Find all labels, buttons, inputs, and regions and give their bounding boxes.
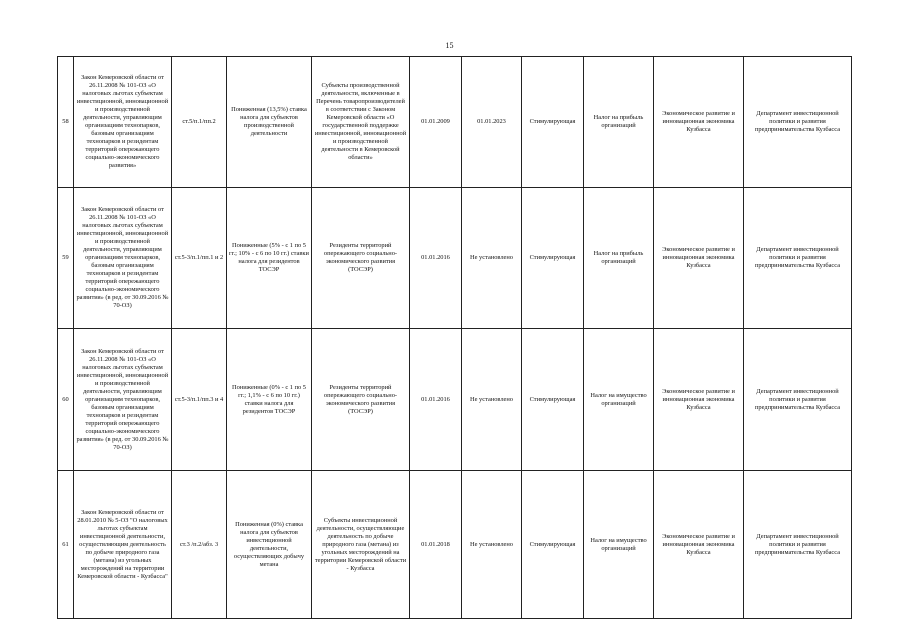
type-cell: Стимулирующая <box>522 188 584 329</box>
benefit-cell: Пониженные (0% - с 1 по 5 гг.; 1,1% - с 6 по 10 гг.) ставки налога для резидентов ТОСЭР <box>227 329 312 471</box>
end-date-cell: Не установлено <box>462 188 522 329</box>
row-number: 60 <box>58 329 74 471</box>
law-cell: Закон Кемеровской области от 26.11.2008 № 101-ОЗ «О налоговых льготах субъектам инвестиционной, инновационной и производственной деятельности, управляющим организациям технопарков, базовым организациям технопарков и резидентам территорий опережающего социально-экономического развития» (в ред. от 30.09.2016 № 70-ОЗ) <box>74 188 172 329</box>
benefit-cell: Пониженная (0%) ставка налога для субъектов инвестиционной деятельности, осуществляющих добычу метана <box>227 471 312 619</box>
benefit-cell: Пониженная (13,5%) ставка налога для субъектов производственной деятельности <box>227 57 312 188</box>
program-cell: Экономическое развитие и инновационная экономика Кузбасса <box>654 329 744 471</box>
end-date-cell: Не установлено <box>462 329 522 471</box>
benefit-cell: Пониженные (5% - с 1 по 5 гг.; 10% - с 6 по 10 гг.) ставки налога для резидентов ТОСЭР <box>227 188 312 329</box>
subjects-cell: Субъекты инвестиционной деятельности, осуществляющие деятельность по добыче природного газа (метана) из угольных месторождений на территории Кемеровской области - Кузбасса <box>312 471 410 619</box>
article-cell: ст.5/п.1/пп.2 <box>172 57 227 188</box>
type-cell: Стимулирующая <box>522 57 584 188</box>
tax-cell: Налог на имущество организаций <box>584 329 654 471</box>
curator-cell: Департамент инвестиционной политики и развития предпринимательства Кузбасса <box>744 188 852 329</box>
tax-benefits-table <box>57 56 852 619</box>
table-row <box>58 471 852 619</box>
table-row <box>58 329 852 471</box>
tax-cell: Налог на прибыль организаций <box>584 188 654 329</box>
subjects-cell: Субъекты производственной деятельности, включенные в Перечень товаропроизводителей в соответствии с Законом Кемеровской области «О государственной поддержке инвестиционной, инновационной и производственной деятельности в Кемеровской области» <box>312 57 410 188</box>
end-date-cell: 01.01.2023 <box>462 57 522 188</box>
start-date-cell: 01.01.2016 <box>410 329 462 471</box>
start-date-cell: 01.01.2016 <box>410 188 462 329</box>
article-cell: ст.3 /п.2/абз. 3 <box>172 471 227 619</box>
subjects-cell: Резиденты территорий опережающего социально-экономического развития (ТОСЭР) <box>312 329 410 471</box>
type-cell: Стимулирующая <box>522 329 584 471</box>
program-cell: Экономическое развитие и инновационная экономика Кузбасса <box>654 57 744 188</box>
law-cell: Закон Кемеровской области от 26.11.2008 № 101-ОЗ «О налоговых льготах субъектам инвестиционной, инновационной и производственной деятельности, управляющим организациям технопарков, базовым организациям технопарков и резидентам территорий опережающего социально-экономического развития» (в ред. от 30.09.2016 № 70-ОЗ) <box>74 329 172 471</box>
curator-cell: Департамент инвестиционной политики и развития предпринимательства Кузбасса <box>744 57 852 188</box>
curator-cell: Департамент инвестиционной политики и развития предпринимательства Кузбасса <box>744 471 852 619</box>
program-cell: Экономическое развитие и инновационная экономика Кузбасса <box>654 471 744 619</box>
article-cell: ст.5-3/п.1/пп.3 и 4 <box>172 329 227 471</box>
law-cell: Закон Кемеровской области от 26.11.2008 № 101-ОЗ «О налоговых льготах субъектам инвестиционной, инновационной и производственной деятельности, управляющим организациям технопарков, базовым организациям технопарков и резидентам территорий опережающего социально-экономического развития» <box>74 57 172 188</box>
type-cell: Стимулирующая <box>522 471 584 619</box>
start-date-cell: 01.01.2018 <box>410 471 462 619</box>
start-date-cell: 01.01.2009 <box>410 57 462 188</box>
law-cell: Закон Кемеровской области от 28.01.2010 № 5-ОЗ "О налоговых льготах субъектам инвестиционной деятельности, осуществляющим деятельность по добыче природного газа (метана) из угольных месторождений на территории Кемеровской области - Кузбасса" <box>74 471 172 619</box>
article-cell: ст.5-3/п.1/пп.1 и 2 <box>172 188 227 329</box>
tax-cell: Налог на прибыль организаций <box>584 57 654 188</box>
row-number: 61 <box>58 471 74 619</box>
row-number: 59 <box>58 188 74 329</box>
program-cell: Экономическое развитие и инновационная экономика Кузбасса <box>654 188 744 329</box>
end-date-cell: Не установлено <box>462 471 522 619</box>
curator-cell: Департамент инвестиционной политики и развития предпринимательства Кузбасса <box>744 329 852 471</box>
page-number: 15 <box>445 41 454 50</box>
table-row <box>58 188 852 329</box>
subjects-cell: Резиденты территорий опережающего социально-экономического развития (ТОСЭР) <box>312 188 410 329</box>
tax-cell: Налог на имущество организаций <box>584 471 654 619</box>
table-row <box>58 57 852 188</box>
row-number: 58 <box>58 57 74 188</box>
